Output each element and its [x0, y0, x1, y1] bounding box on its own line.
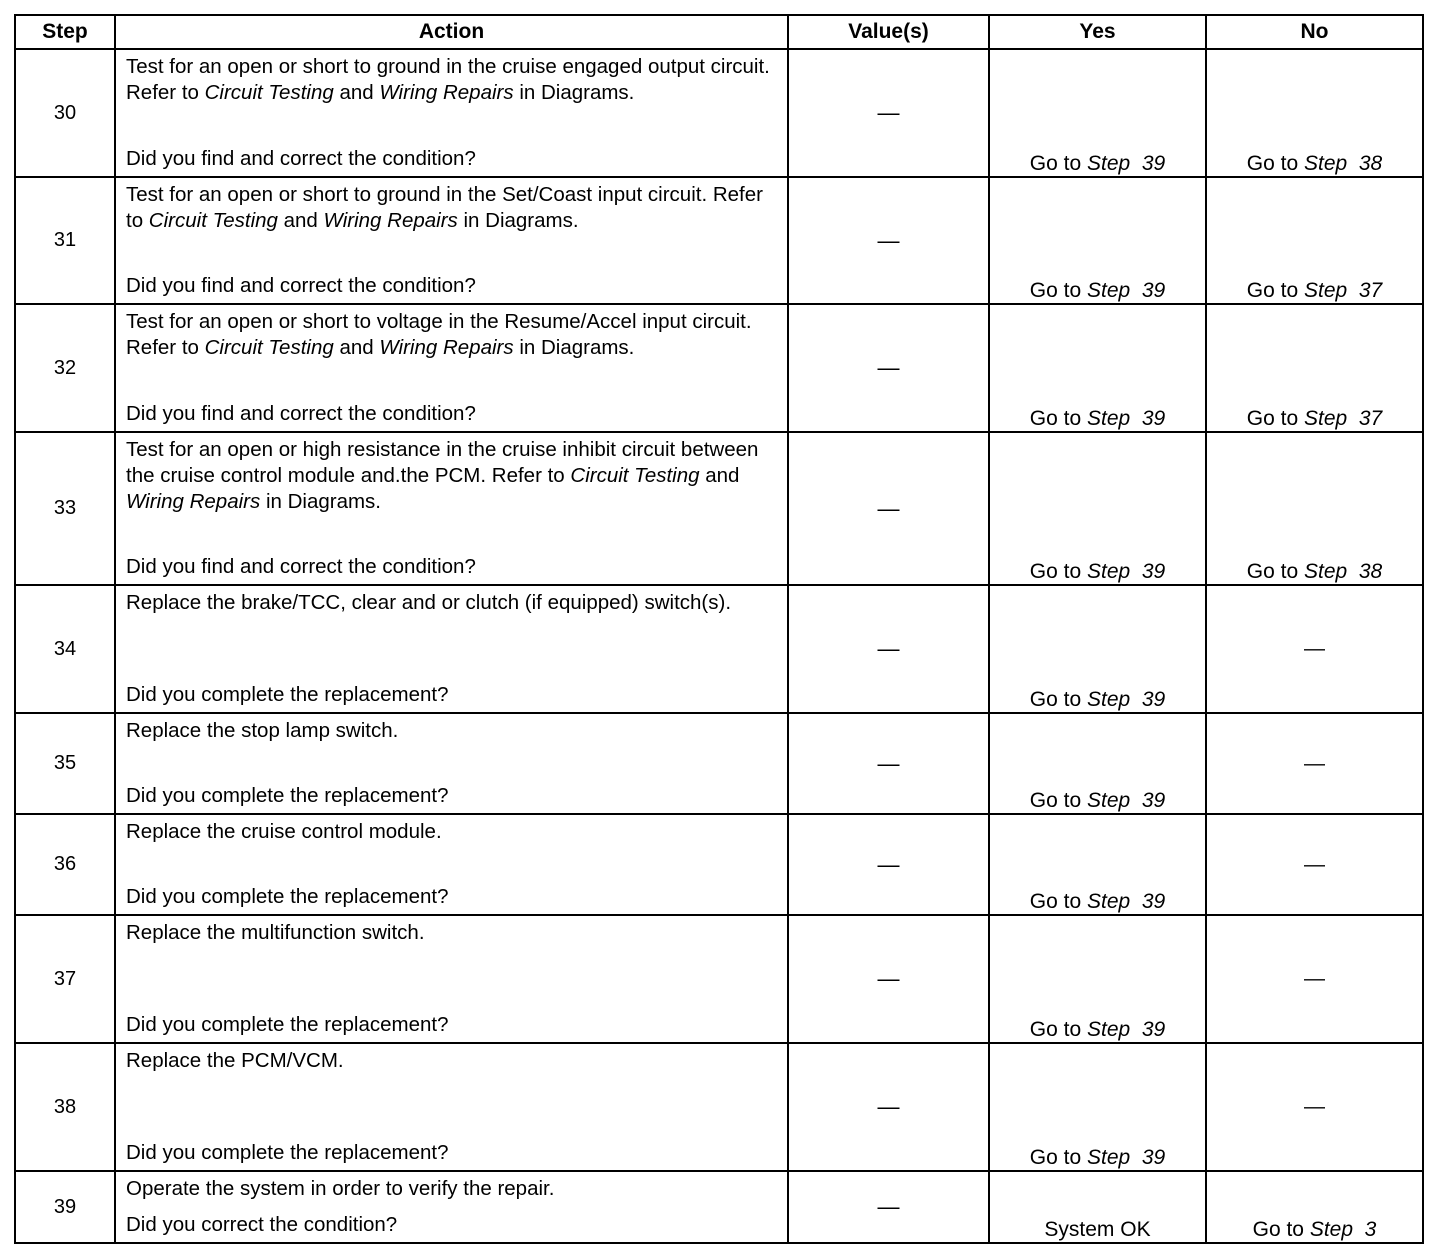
- action-cell: [115, 1171, 788, 1243]
- action-description: Test for an open or short to voltage in the Resume/Accel input circuit. Refer to Circuit Testing and Wiring Repairs in Diagrams.: [126, 310, 752, 359]
- yes-prefix: Go to: [1029, 890, 1087, 913]
- table-row: [15, 713, 1423, 814]
- action-description: Test for an open or high resistance in the cruise inhibit circuit between the cruise control module and.the PCM. Refer to Circuit Testing and Wiring Repairs in Diagrams.: [126, 438, 759, 513]
- yes-prefix: Go to: [1029, 152, 1087, 175]
- value-cell: —: [788, 304, 989, 432]
- no-cell: [1206, 432, 1423, 585]
- action-description: Replace the brake/TCC, clear and or clutch (if equipped) switch(s).: [126, 591, 732, 614]
- value-cell: —: [788, 713, 989, 814]
- action-question: Did you find and correct the condition?: [126, 147, 476, 170]
- yes-prefix: Go to: [1029, 560, 1087, 583]
- yes-cell: [989, 1171, 1206, 1243]
- header-step: Step: [15, 15, 115, 49]
- action-question: Did you find and correct the condition?: [126, 555, 476, 578]
- table-row: [15, 304, 1423, 432]
- header-no: No: [1206, 15, 1423, 49]
- yes-step-link[interactable]: Step 39: [1086, 789, 1166, 812]
- no-text: —: [1304, 751, 1325, 775]
- table-row: [15, 49, 1423, 177]
- table-body: [15, 49, 1423, 1243]
- step-number: 39: [15, 1171, 115, 1243]
- no-cell: [1206, 49, 1423, 177]
- action-description: Test for an open or short to ground in the cruise engaged output circuit. Refer to Circuit Testing and Wiring Repairs in Diagrams.: [126, 55, 770, 104]
- no-step-link[interactable]: Step 38: [1303, 152, 1383, 175]
- action-cell: [115, 1043, 788, 1171]
- table-row: [15, 1171, 1423, 1243]
- diagnostic-table: [14, 14, 1424, 1244]
- yes-cell: [989, 915, 1206, 1043]
- no-cell: [1206, 915, 1423, 1043]
- value-cell: —: [788, 814, 989, 915]
- step-number: 35: [15, 713, 115, 814]
- no-text: —: [1304, 852, 1325, 876]
- step-number: 33: [15, 432, 115, 585]
- no-cell: [1206, 177, 1423, 304]
- yes-prefix: Go to: [1029, 789, 1087, 812]
- no-cell: [1206, 585, 1423, 713]
- yes-cell: [989, 304, 1206, 432]
- yes-cell: [989, 49, 1206, 177]
- yes-cell: [989, 814, 1206, 915]
- action-cell: [115, 585, 788, 713]
- yes-prefix: Go to: [1029, 688, 1087, 711]
- yes-step-link[interactable]: Step 39: [1086, 890, 1166, 913]
- no-prefix: Go to: [1246, 407, 1304, 430]
- no-text: —: [1304, 637, 1325, 660]
- value-cell: —: [788, 432, 989, 585]
- table-row: [15, 915, 1423, 1043]
- table-row: [15, 177, 1423, 304]
- yes-cell: [989, 1043, 1206, 1171]
- action-question: Did you find and correct the condition?: [126, 274, 476, 297]
- no-step-link[interactable]: Step 3: [1309, 1218, 1377, 1241]
- yes-cell: [989, 432, 1206, 585]
- value-cell: —: [788, 177, 989, 304]
- yes-step-link[interactable]: Step 39: [1086, 407, 1166, 430]
- action-description: Test for an open or short to ground in the Set/Coast input circuit. Refer to Circuit Testing and Wiring Repairs in Diagrams.: [126, 183, 763, 232]
- no-prefix: Go to: [1246, 560, 1304, 583]
- table-row: [15, 1043, 1423, 1171]
- no-step-link[interactable]: Step 37: [1303, 279, 1383, 302]
- action-description: Replace the stop lamp switch.: [126, 719, 399, 742]
- yes-prefix: Go to: [1029, 1018, 1087, 1041]
- action-question: Did you complete the replacement?: [126, 885, 449, 908]
- value-cell: —: [788, 1171, 989, 1243]
- yes-cell: [989, 713, 1206, 814]
- step-number: 34: [15, 585, 115, 713]
- table-row: [15, 585, 1423, 713]
- action-question: Did you find and correct the condition?: [126, 402, 476, 425]
- step-number: 31: [15, 177, 115, 304]
- step-number: 32: [15, 304, 115, 432]
- no-step-link[interactable]: Step 38: [1303, 560, 1383, 583]
- no-cell: [1206, 814, 1423, 915]
- value-cell: —: [788, 1043, 989, 1171]
- action-cell: [115, 304, 788, 432]
- action-description: Replace the PCM/VCM.: [126, 1049, 344, 1072]
- no-prefix: Go to: [1246, 279, 1304, 302]
- value-cell: —: [788, 915, 989, 1043]
- action-question: Did you correct the condition?: [126, 1213, 398, 1236]
- no-prefix: Go to: [1246, 152, 1304, 175]
- header-yes: Yes: [989, 15, 1206, 49]
- action-cell: [115, 432, 788, 585]
- yes-step-link[interactable]: Step 39: [1086, 279, 1166, 302]
- action-cell: [115, 915, 788, 1043]
- yes-cell: [989, 585, 1206, 713]
- step-number: 36: [15, 814, 115, 915]
- step-number: 38: [15, 1043, 115, 1171]
- value-cell: —: [788, 585, 989, 713]
- yes-prefix: Go to: [1029, 1146, 1087, 1169]
- action-description: Operate the system in order to verify the repair.: [126, 1177, 555, 1200]
- action-question: Did you complete the replacement?: [126, 1141, 449, 1164]
- step-number: 37: [15, 915, 115, 1043]
- no-step-link[interactable]: Step 37: [1303, 407, 1383, 430]
- table-row: [15, 432, 1423, 585]
- yes-step-link[interactable]: Step 39: [1086, 1018, 1166, 1041]
- no-text: —: [1304, 1095, 1325, 1118]
- action-question: Did you complete the replacement?: [126, 1013, 449, 1036]
- yes-step-link[interactable]: Step 39: [1086, 688, 1166, 711]
- yes-text: System OK: [1044, 1218, 1151, 1241]
- action-description: Replace the multifunction switch.: [126, 921, 425, 944]
- no-cell: [1206, 1171, 1423, 1243]
- no-prefix: Go to: [1252, 1218, 1310, 1241]
- yes-step-link[interactable]: Step 39: [1086, 560, 1166, 583]
- no-text: —: [1304, 967, 1325, 990]
- action-cell: [115, 177, 788, 304]
- yes-step-link[interactable]: Step 39: [1086, 152, 1166, 175]
- yes-cell: [989, 177, 1206, 304]
- action-cell: [115, 49, 788, 177]
- action-question: Did you complete the replacement?: [126, 683, 449, 706]
- header-action: Action: [115, 15, 788, 49]
- action-cell: [115, 814, 788, 915]
- header-row: [15, 15, 1423, 49]
- yes-prefix: Go to: [1029, 407, 1087, 430]
- no-cell: [1206, 713, 1423, 814]
- header-values: Value(s): [788, 15, 989, 49]
- table-row: [15, 814, 1423, 915]
- step-number: 30: [15, 49, 115, 177]
- action-cell: [115, 713, 788, 814]
- action-question: Did you complete the replacement?: [126, 784, 449, 807]
- action-description: Replace the cruise control module.: [126, 820, 442, 843]
- value-cell: —: [788, 49, 989, 177]
- no-cell: [1206, 1043, 1423, 1171]
- no-cell: [1206, 304, 1423, 432]
- yes-step-link[interactable]: Step 39: [1086, 1146, 1166, 1169]
- yes-prefix: Go to: [1029, 279, 1087, 302]
